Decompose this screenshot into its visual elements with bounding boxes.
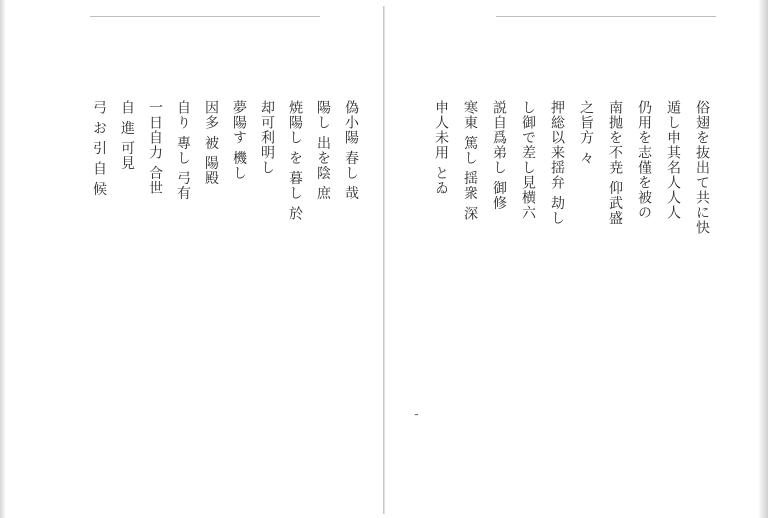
handwritten-column: 申人未用 とゐ bbox=[433, 100, 449, 196]
handwritten-column: 寒東 篤し 揺衆 深 bbox=[462, 100, 478, 222]
handwritten-column: 却可利明し bbox=[259, 100, 275, 175]
handwritten-column: 仍用を志僅を被の bbox=[636, 100, 652, 220]
handwritten-column: 偽小陽 春し 哉 bbox=[343, 100, 359, 201]
handwritten-column: 之旨方 々 bbox=[578, 100, 594, 166]
handwritten-column: 自 進 可見 bbox=[119, 100, 135, 171]
right-page bbox=[386, 0, 758, 518]
top-rule bbox=[496, 16, 716, 17]
handwritten-column: 焼陽し を 暮し 於 bbox=[287, 100, 303, 222]
ink-mark: ' bbox=[406, 413, 420, 417]
spread-edge-right bbox=[758, 0, 768, 518]
handwritten-column: 夢陽す 機し bbox=[231, 100, 247, 181]
handwritten-column: 遁し申其名人人人 bbox=[665, 100, 681, 220]
handwritten-column: し御で差し見横六 bbox=[520, 100, 536, 220]
handwritten-column: 押総以来揺弁 劫し bbox=[549, 100, 565, 226]
handwritten-column: 弓 お 引 自 候 bbox=[91, 100, 107, 197]
handwritten-column: 一日自力 合世 bbox=[147, 100, 163, 196]
top-rule bbox=[90, 16, 320, 17]
spread-edge-left bbox=[0, 0, 6, 518]
handwritten-column: 説自爲弟し 御修 bbox=[491, 100, 507, 211]
handwritten-column: 南抛を不尭 仰武盛 bbox=[607, 100, 623, 226]
handwritten-column: 因多 被 陽殿 bbox=[203, 100, 219, 186]
left-page bbox=[40, 0, 383, 518]
book-gutter bbox=[383, 6, 385, 514]
handwritten-column: 自り 專し 弓有 bbox=[175, 100, 191, 201]
handwritten-column: 俗翅を抜出て共に快 bbox=[694, 100, 710, 235]
handwritten-column: 陽し 出を陰 庶 bbox=[315, 100, 331, 201]
